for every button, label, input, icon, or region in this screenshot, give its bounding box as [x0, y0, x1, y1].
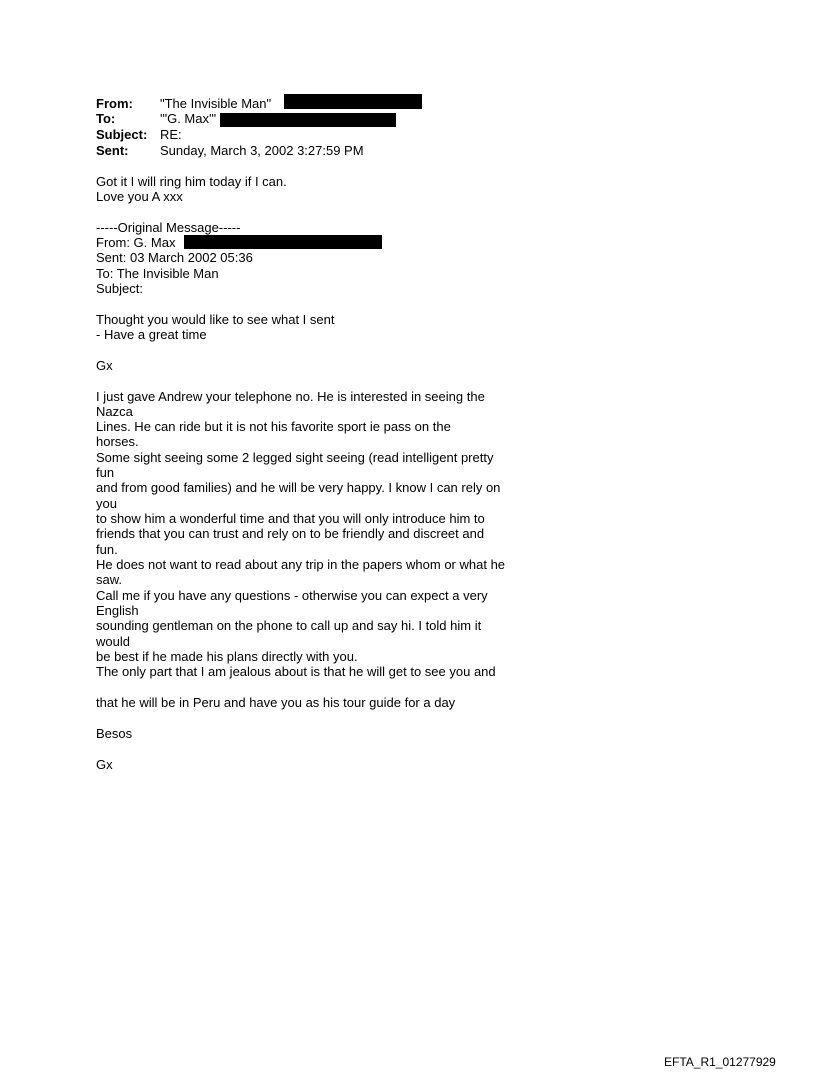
body-line: Lines. He can ride but it is not his favorite sport ie pass on the: [96, 419, 451, 434]
body-line: Some sight seeing some 2 legged sight seeing (read intelligent pretty: [96, 450, 494, 465]
to-value: '"G. Max'": [160, 111, 217, 126]
body-line: you: [96, 496, 117, 511]
body-line: I just gave Andrew your telephone no. He is interested in seeing the: [96, 389, 485, 404]
body-line: He does not want to read about any trip in the papers whom or what he: [96, 557, 506, 572]
body-besos: Besos: [96, 726, 133, 741]
body-intro-2: - Have a great time: [96, 327, 207, 342]
body-line: fun: [96, 465, 115, 480]
original-sent: Sent: 03 March 2002 05:36: [96, 250, 253, 265]
body-intro-1: Thought you would like to see what I sent: [96, 312, 335, 327]
body-line: Nazca: [96, 404, 133, 419]
to-redaction: [220, 113, 396, 127]
body-closing-line: that he will be in Peru and have you as his tour guide for a day: [96, 695, 456, 710]
original-subject: Subject:: [96, 281, 143, 296]
reply-line-2: Love you A xxx: [96, 189, 183, 204]
to-label: To:: [96, 111, 116, 126]
subject-label: Subject:: [96, 127, 148, 142]
body-line: would: [96, 634, 130, 649]
sent-label: Sent:: [96, 143, 129, 158]
body-line: be best if he made his plans directly with you.: [96, 649, 358, 664]
body-line: sounding gentleman on the phone to call up and say hi. I told him it: [96, 618, 482, 633]
body-line: Call me if you have any questions - otherwise you can expect a very: [96, 588, 488, 603]
body-line: English: [96, 603, 139, 618]
reply-line-1: Got it I will ring him today if I can.: [96, 174, 287, 189]
sent-value: Sunday, March 3, 2002 3:27:59 PM: [160, 143, 364, 158]
document-id: EFTA_R1_01277929: [664, 1055, 776, 1069]
from-redaction: [284, 94, 422, 109]
original-from: From: G. Max: [96, 235, 176, 250]
original-from-redaction: [184, 235, 382, 249]
body-signature-1: Gx: [96, 358, 113, 373]
from-value: "The Invisible Man": [160, 96, 272, 111]
body-line: fun.: [96, 542, 118, 557]
body-line: to show him a wonderful time and that you will only introduce him to: [96, 511, 485, 526]
body-line: saw.: [96, 572, 123, 587]
original-divider: -----Original Message-----: [96, 220, 241, 235]
body-signature-2: Gx: [96, 757, 113, 772]
body-line: horses.: [96, 434, 139, 449]
body-line: and from good families) and he will be very happy. I know I can rely on: [96, 480, 501, 495]
subject-value: RE:: [160, 127, 182, 142]
body-line: friends that you can trust and rely on to be friendly and discreet and: [96, 526, 485, 541]
from-label: From:: [96, 96, 133, 111]
original-to: To: The Invisible Man: [96, 266, 219, 281]
body-line: The only part that I am jealous about is that he will get to see you and: [96, 664, 496, 679]
